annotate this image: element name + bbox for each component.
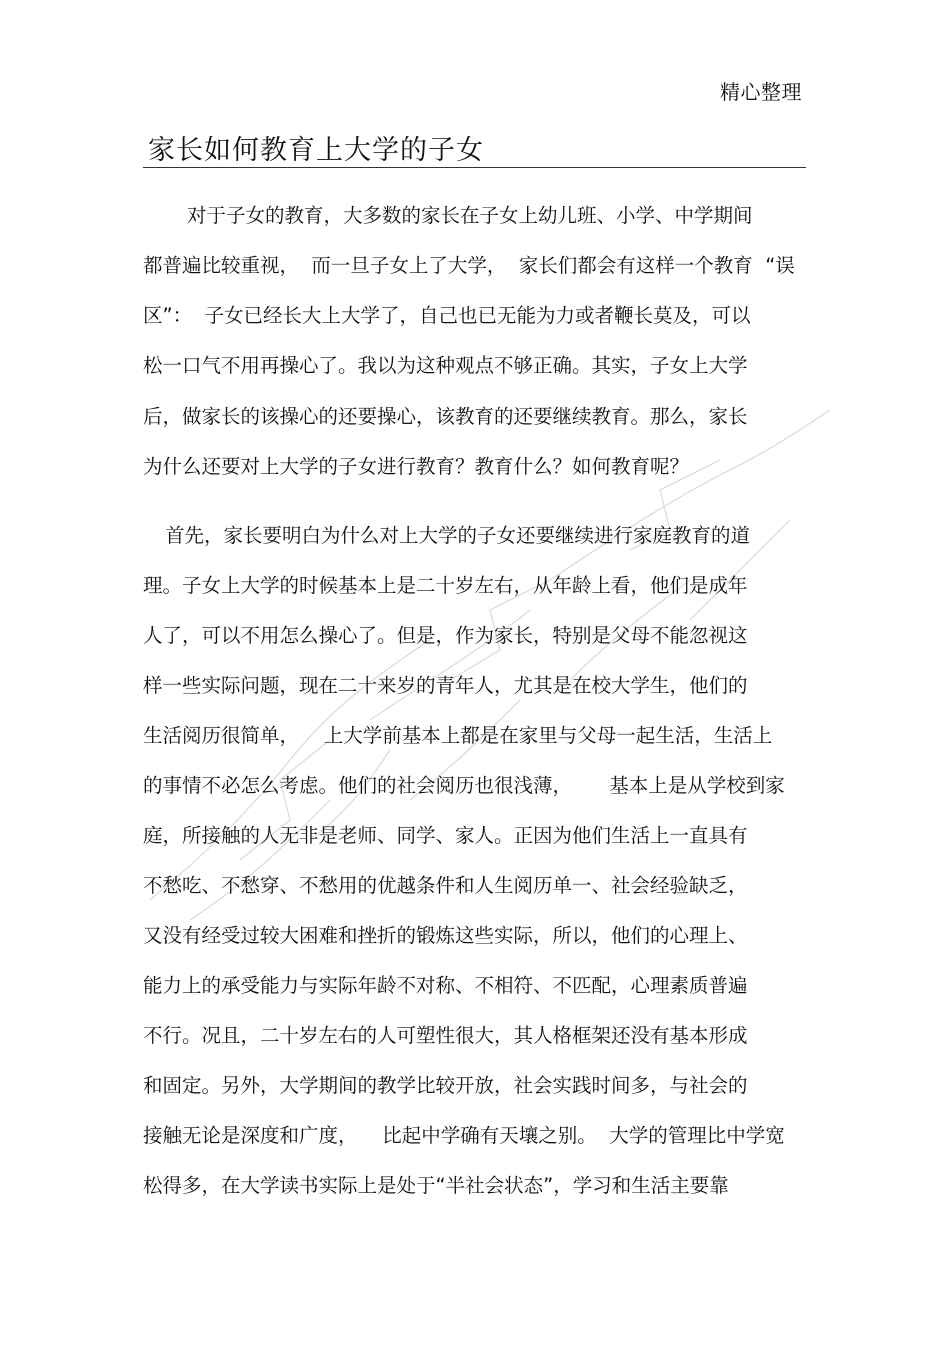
body-line: 松一口气不用再操心了。我以为这种观点不够正确。其实，子女上大学	[143, 354, 748, 377]
body-line: 接触无论是深度和广度， 比起中学确有天壤之别。 大学的管理比中学宽	[143, 1124, 785, 1147]
body-line: 为什么还要对上大学的子女进行教育？教育什么？如何教育呢？	[143, 455, 690, 478]
body-line: 和固定。另外，大学期间的教学比较开放，社会实践时间多，与社会的	[143, 1074, 748, 1097]
body-line: 的事情不必怎么考虑。他们的社会阅历也很浅薄， 基本上是从学校到家	[143, 774, 785, 797]
body-line: 不行。况且，二十岁左右的人可塑性很大，其人格框架还没有基本形成	[143, 1024, 748, 1047]
body-line: 又没有经受过较大困难和挫折的锻炼这些实际，所以，他们的心理上、	[143, 924, 748, 947]
document-title: 家长如何教育上大学的子女	[148, 135, 484, 166]
body-line: 后，做家长的该操心的还要操心，该教育的还要继续教育。那么，家长	[143, 405, 748, 428]
body-line: 首先，家长要明白为什么对上大学的子女还要继续进行家庭教育的道	[165, 524, 751, 547]
body-line: 区”： 子女已经长大上大学了，自己也已无能为力或者鞭长莫及，可以	[143, 304, 751, 327]
body-line: 不愁吃、不愁穿、不愁用的优越条件和人生阅历单一、社会经验缺乏，	[143, 874, 748, 897]
body-line: 样一些实际问题，现在二十来岁的青年人，尤其是在校大学生，他们的	[143, 674, 748, 697]
body-line: 能力上的承受能力与实际年龄不对称、不相符、不匹配，心理素质普遍	[143, 974, 748, 997]
body-line: 理。子女上大学的时候基本上是二十岁左右，从年龄上看，他们是成年	[143, 574, 748, 597]
title-divider	[143, 167, 806, 168]
body-line: 生活阅历很简单， 上大学前基本上都是在家里与父母一起生活，生活上	[143, 724, 773, 747]
body-line: 人了，可以不用怎么操心了。但是，作为家长，特别是父母不能忽视这	[143, 624, 748, 647]
body-line: 都普遍比较重视， 而一旦子女上了大学， 家长们都会有这样一个教育 “误	[143, 254, 795, 277]
body-line: 对于子女的教育，大多数的家长在子女上幼儿班、小学、中学期间	[187, 204, 753, 227]
body-line: 松得多，在大学读书实际上是处于“半社会状态”，学习和生活主要靠	[143, 1174, 729, 1197]
body-line: 庭，所接触的人无非是老师、同学、家人。正因为他们生活上一直具有	[143, 824, 748, 847]
header-note: 精心整理	[720, 80, 802, 104]
